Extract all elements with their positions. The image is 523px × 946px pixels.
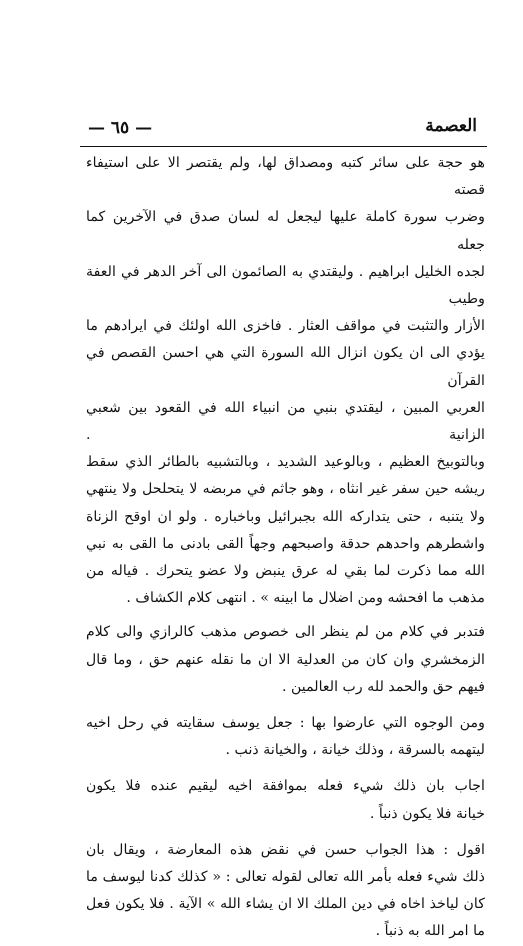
text-line: وضرب سورة كاملة عليها ليجعل له لسان صدق في الآخرين كما جعله bbox=[86, 209, 485, 253]
text-line: واشطرهم واحدهم حدقة واصبحهم وجهاً القى بادنى ما القى به نبي bbox=[86, 535, 485, 552]
text-line: ولا يتنبه ، حتى يتداركه الله بجبرائيل وباخباره . ولو ان اوقح الزناة bbox=[86, 508, 485, 525]
page-number: — ٦٥ — bbox=[88, 118, 153, 138]
text-line: ليتهمه بالسرقة ، وذلك خيانة ، والخيانة ذنب . bbox=[225, 742, 485, 759]
text-line: خيانة فلا يكون ذنباً . bbox=[369, 805, 485, 822]
text-line: كان لياخذ اخاه في دين الملك الا ان يشاء الله » الآية . فلا يكون فعل bbox=[86, 896, 485, 913]
paragraph-kashshaf-quote bbox=[86, 150, 485, 612]
text-line: اجاب بان ذلك شيء فعله بموافقة اخيه ليقيم عنده فلا يكون bbox=[86, 778, 485, 795]
text-line: لجده الخليل ابراهيم . وليقتدي به الصائمون الى آخر الدهر في العفة وطيب bbox=[86, 263, 485, 308]
body-text bbox=[86, 150, 485, 946]
text-line: اقول : هذا الجواب حسن في نقض هذه المعارضة ، ويقال بان bbox=[86, 841, 485, 858]
running-head bbox=[88, 116, 485, 144]
text-line: الأزار والتثبت في مواقف العثار . فاخزى الله اولئك في ايرادهم ما bbox=[86, 318, 485, 335]
paragraph-objection bbox=[86, 710, 485, 764]
text-line: ذلك شيء فعله بأمر الله تعالى لقوله تعالى : « كذلك كدنا ليوسف ما bbox=[86, 869, 485, 886]
text-line: فيهم حق والحمد لله رب العالمين . bbox=[281, 678, 485, 695]
paragraph-reflection bbox=[86, 619, 485, 701]
text-line: الله مما ذكرت لما بقي له عرق ينبض ولا عضو يتحرك . فياله من bbox=[86, 563, 485, 580]
text-line: هو حجة على سائر كتبه ومصداق لها، ولم يقتصر الا على استيفاء قصته bbox=[86, 155, 485, 199]
text-line: يؤدي الى ان يكون انزال الله السورة التي هي احسن القصص في القرآن bbox=[86, 345, 485, 389]
text-line: ريشه حين سفر غير انثاه ، وهو جاثم في مربضه لا يتحلحل ولا ينتهي bbox=[86, 481, 485, 498]
text-line: ما امر الله به ذنباً . bbox=[375, 923, 485, 940]
paragraph-answer bbox=[86, 773, 485, 827]
text-line: ومن الوجوه التي عارضوا بها : جعل يوسف سقايته في رحل اخيه bbox=[86, 715, 485, 732]
header-rule bbox=[80, 146, 487, 147]
text-line: وبالتوبيخ العظيم ، وبالوعيد الشديد ، وبالتشبيه بالطائر الذي سقط bbox=[86, 454, 485, 471]
section-title: العصمة bbox=[425, 116, 477, 136]
text-line: الزمخشري وان كان من العدلية الا ان ما نقله عنهم حق ، وما قال bbox=[86, 651, 485, 668]
text-line: مذهب ما افحشه ومن اضلال ما ابينه » . انتهى كلام الكشاف . bbox=[126, 590, 485, 607]
text-line: العربي المبين ، ليقتدي بنبي من انبياء الله في القعود بين شعبي الزانية . bbox=[86, 399, 485, 444]
paragraph-comment bbox=[86, 837, 485, 946]
text-line: فتدبر في كلام من لم ينظر الى خصوص مذهب كالرازي والى كلام bbox=[86, 624, 485, 641]
